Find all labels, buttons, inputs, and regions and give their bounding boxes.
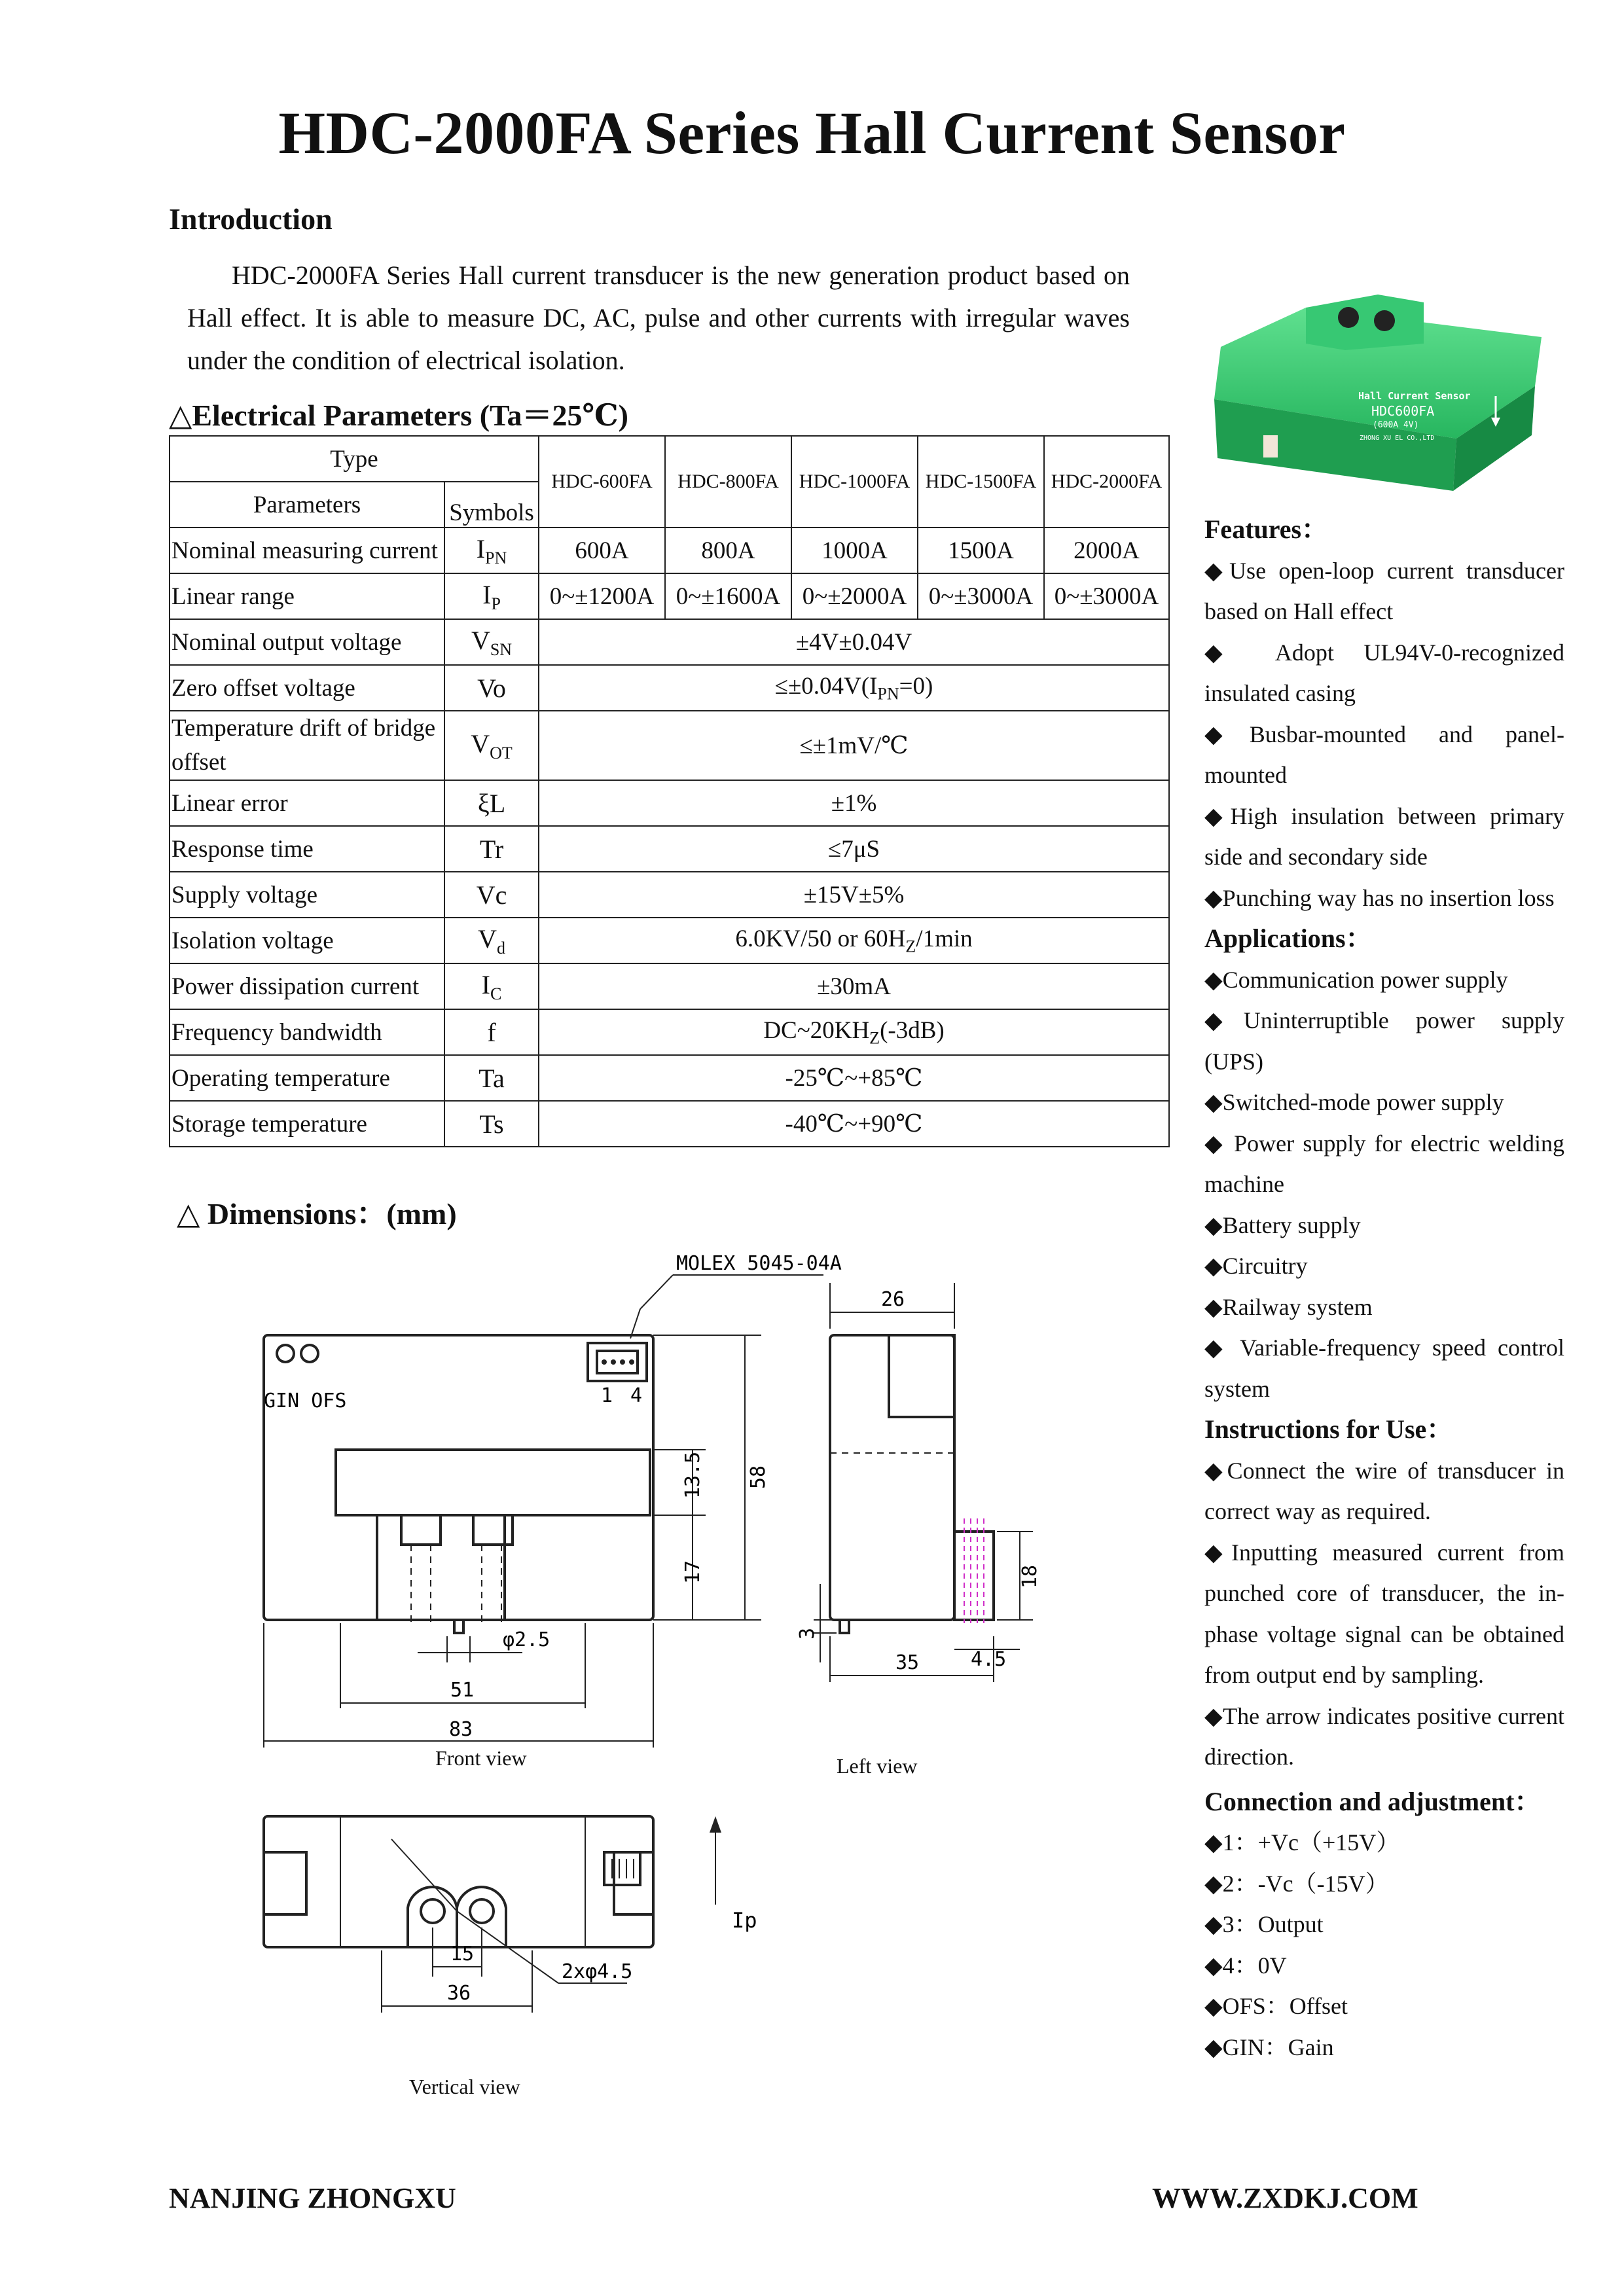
dim-phi2-5: φ2.5 — [503, 1628, 550, 1651]
parameter-value: ±1% — [539, 780, 1169, 826]
parameter-name: Zero offset voltage — [170, 665, 444, 711]
dim-58: 58 — [747, 1465, 770, 1489]
parameter-symbol: $V_d$ — [444, 918, 539, 963]
applications-item: ◆ Variable-frequency speed control system — [1204, 1335, 1564, 1402]
parameter-value: ±15V±5% — [539, 872, 1169, 918]
parameter-row — [170, 573, 1169, 619]
model-header: HDC-800FA — [665, 436, 791, 528]
parameters-label: Parameters — [170, 482, 444, 528]
parameter-value: 1000A — [791, 528, 918, 573]
features-item: ◆Busbar-mounted and panel-mounted — [1204, 721, 1564, 788]
board-text: GIN OFS — [264, 1390, 347, 1412]
symbols-label: Symbols — [444, 482, 539, 528]
dim-83: 83 — [449, 1718, 473, 1741]
parameter-name: Isolation voltage — [170, 918, 444, 963]
dim-18: 18 — [1019, 1564, 1041, 1588]
footer-company: NANJING ZHONGXU — [169, 2182, 456, 2214]
instructions-item: ◆The arrow indicates positive current direction. — [1204, 1702, 1564, 1770]
parameter-name: Nominal measuring current — [170, 528, 444, 573]
parameter-value: 0~±3000A — [1044, 573, 1169, 619]
dim-4-5: 4.5 — [971, 1648, 1007, 1671]
parameter-value: 6.0KV/50 or $60H_Z/1\min$ — [539, 918, 1169, 963]
intro-text: HDC-2000FA Series Hall current transducer is the new generation product based on Hall effect. It is able to measure DC, AC, pulse and other currents with irregular waves under the condition of electrical isolation. — [187, 260, 1130, 375]
left-view-caption: Left view — [837, 1754, 918, 1778]
parameter-row — [170, 826, 1169, 872]
features-heading: Features： — [1204, 514, 1328, 544]
features-item: ◆Use open-loop current transducer based on Hall effect — [1204, 557, 1564, 624]
parameter-name: Temperature drift of bridge offset — [170, 711, 444, 780]
connection-item: ◆OFS：Offset — [1204, 1993, 1348, 2019]
applications-item: ◆Uninterruptible power supply (UPS) — [1204, 1007, 1564, 1075]
applications-item: ◆Battery supply — [1204, 1211, 1361, 1238]
dim-36: 36 — [447, 1982, 471, 2005]
parameter-value: 2000A — [1044, 528, 1169, 573]
intro-heading: Introduction — [169, 202, 333, 236]
parameter-name: Nominal output voltage — [170, 619, 444, 665]
connection-item: ◆GIN：Gain — [1204, 2034, 1334, 2060]
parameter-row — [170, 1101, 1169, 1147]
footer-website: WWW.ZXDKJ.COM — [1152, 2182, 1418, 2214]
vertical-view-caption: Vertical view — [409, 2075, 520, 2098]
parameter-value: 800A — [665, 528, 791, 573]
parameter-row — [170, 780, 1169, 826]
product-label-line: Hall Current Sensor — [1358, 390, 1471, 402]
dim-35: 35 — [895, 1651, 920, 1674]
parameter-name: Linear range — [170, 573, 444, 619]
instructions-heading: Instructions for Use： — [1204, 1414, 1453, 1444]
parameter-row — [170, 665, 1169, 711]
connection-item: ◆1：+Vc（+15V） — [1204, 1829, 1400, 1856]
dim-51: 51 — [450, 1679, 475, 1702]
parameter-value: 1500A — [918, 528, 1044, 573]
applications-item: ◆ Power supply for electric welding machine — [1204, 1130, 1564, 1197]
parameter-symbol: $V_{SN}$ — [444, 619, 539, 665]
parameter-row — [170, 1009, 1169, 1055]
dim-15: 15 — [450, 1943, 475, 1965]
parameter-row — [170, 1055, 1169, 1101]
dim-13-5: 13.5 — [681, 1451, 704, 1499]
parameter-symbol: $I_{PN}$ — [444, 528, 539, 573]
applications-item: ◆Communication power supply — [1204, 966, 1508, 993]
type-label: Type — [170, 436, 539, 482]
parameter-name: Operating temperature — [170, 1055, 444, 1101]
parameter-name: Power dissipation current — [170, 963, 444, 1009]
parameter-symbol: Ta — [444, 1055, 539, 1101]
parameter-value: 0~±1600A — [665, 573, 791, 619]
electrical-parameters-table — [169, 435, 1170, 1147]
instructions-item: ◆Connect the wire of transducer in correct way as required. — [1204, 1457, 1564, 1524]
parameter-symbol: Ts — [444, 1101, 539, 1147]
parameter-value: $\le\pm 0.04V(I_{PN}=0)$ — [539, 665, 1169, 711]
parameter-name: Storage temperature — [170, 1101, 444, 1147]
model-header: HDC-600FA — [539, 436, 665, 528]
features-item: ◆High insulation between primary side and secondary side — [1204, 802, 1564, 870]
applications-heading: Applications： — [1204, 924, 1372, 953]
parameter-symbol: $I_P$ — [444, 573, 539, 619]
parameter-symbol: $V_{OT}$ — [444, 711, 539, 780]
parameter-row — [170, 619, 1169, 665]
dimensions-heading: △ Dimensions：(mm) — [177, 1197, 457, 1230]
parameter-value: ±30mA — [539, 963, 1169, 1009]
parameter-value: 0~±2000A — [791, 573, 918, 619]
electrical-heading: △Electrical Parameters (Ta＝25℃) — [169, 399, 628, 432]
parameter-symbol: $I_C$ — [444, 963, 539, 1009]
applications-item: ◆Circuitry — [1204, 1253, 1308, 1279]
parameter-row — [170, 711, 1169, 780]
connector-label: MOLEX 5045-04A — [676, 1252, 842, 1275]
parameter-row — [170, 963, 1169, 1009]
parameter-row — [170, 918, 1169, 963]
parameter-name: Response time — [170, 826, 444, 872]
parameter-row — [170, 528, 1169, 573]
product-label-line: HDC600FA — [1371, 403, 1435, 419]
parameter-value: 0~±3000A — [918, 573, 1044, 619]
connection-item: ◆3：Output — [1204, 1911, 1324, 1937]
parameter-symbol: Vo — [444, 665, 539, 711]
model-header: HDC-2000FA — [1044, 436, 1169, 528]
parameter-symbol: Vc — [444, 872, 539, 918]
dim-17: 17 — [681, 1560, 704, 1584]
parameter-value: $DC\sim 20KH_Z(-3dB)$ — [539, 1009, 1169, 1055]
parameter-value: ≤±1mV/℃ — [539, 711, 1169, 780]
applications-item: ◆Railway system — [1204, 1293, 1373, 1320]
product-label-line: (600A 4V) — [1373, 420, 1419, 430]
parameter-value: ≤7μS — [539, 826, 1169, 872]
features-item: ◆Punching way has no insertion loss — [1204, 884, 1555, 911]
parameter-name: Linear error — [170, 780, 444, 826]
pin-label: 1 — [601, 1384, 613, 1407]
dim-3: 3 — [796, 1627, 819, 1640]
parameter-name: Frequency bandwidth — [170, 1009, 444, 1055]
applications-item: ◆Switched-mode power supply — [1204, 1089, 1504, 1115]
parameter-value: -25℃~+85℃ — [539, 1055, 1169, 1101]
front-view-caption: Front view — [435, 1746, 527, 1770]
page-title: HDC-2000FA Series Hall Current Sensor — [278, 99, 1346, 166]
dim-26: 26 — [881, 1288, 905, 1311]
dimension-drawing — [169, 1230, 1177, 2108]
dim-holes: 2xφ4.5 — [562, 1960, 633, 1983]
parameter-row — [170, 872, 1169, 918]
right-column — [1204, 509, 1564, 2068]
parameter-symbol: f — [444, 1009, 539, 1055]
pin-label: 4 — [630, 1384, 643, 1407]
parameter-value: ±4V±0.04V — [539, 619, 1169, 665]
features-item: ◆ Adopt UL94V-0-recognized insulated casing — [1204, 639, 1564, 706]
connection-heading: Connection and adjustment： — [1204, 1786, 1541, 1816]
product-image — [1208, 288, 1555, 497]
parameter-name: Supply voltage — [170, 872, 444, 918]
instructions-item: ◆Inputting measured current from punched core of transducer, the in-phase voltage signal can be obtained from output end by sampling. — [1204, 1539, 1564, 1688]
connection-item: ◆4：0V — [1204, 1952, 1287, 1979]
model-header: HDC-1000FA — [791, 436, 918, 528]
connection-item: ◆2：-Vc（-15V） — [1204, 1870, 1389, 1897]
model-header: HDC-1500FA — [918, 436, 1044, 528]
parameter-symbol: ξL — [444, 780, 539, 826]
parameter-value: 600A — [539, 528, 665, 573]
product-label-line: ZHONG XU EL CO.,LTD — [1360, 435, 1435, 442]
parameter-symbol: Tr — [444, 826, 539, 872]
ip-label: Ip — [732, 1908, 757, 1933]
parameter-value: 0~±1200A — [539, 573, 665, 619]
parameter-value: -40℃~+90℃ — [539, 1101, 1169, 1147]
